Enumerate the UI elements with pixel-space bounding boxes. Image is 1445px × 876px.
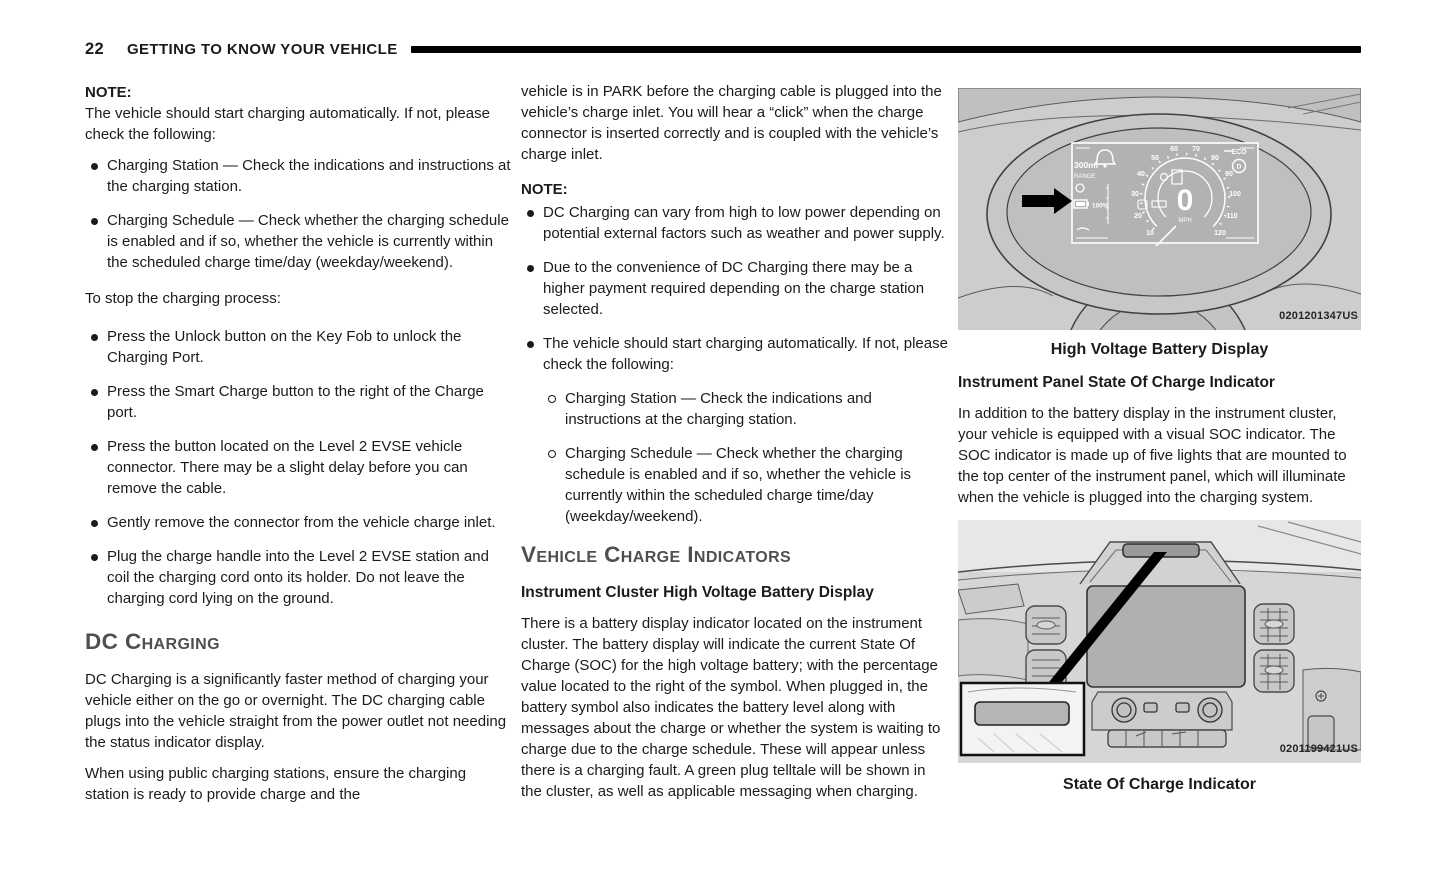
page-header	[85, 40, 1361, 59]
paragraph: When using public charging stations, ensure the charging station is ready to provide charge and the	[85, 765, 467, 803]
speed-value: 0	[1176, 184, 1194, 217]
figure-code: 0201201347US	[1279, 310, 1358, 322]
svg-text:120: 120	[1214, 230, 1226, 237]
svg-text:70: 70	[1192, 146, 1200, 153]
svg-text:50: 50	[1151, 155, 1159, 162]
touchscreen	[1087, 586, 1245, 687]
section-heading-vehicle-charge-indicators: Vehicle Charge Indicators	[521, 542, 792, 567]
eco-indicator: ECO	[1231, 149, 1247, 156]
list-item: Charging Station — Check the indications and instructions at the charging station.	[85, 155, 513, 197]
section-heading-dc-charging: DC Charging	[85, 629, 220, 654]
sub-list-item: Charging Station — Check the indications and instructions at the charging station.	[543, 388, 949, 430]
sub-list-item: Charging Schedule — Check whether the charging schedule is enabled and if so, whether the vehicle is currently within the scheduled charge time/day (weekday/weekend).	[543, 443, 949, 527]
paragraph: vehicle is in PARK before the charging cable is plugged into the vehicle’s charge inlet. You will hear a “click” when the charge connector is inserted correctly and is coupled with the vehicle’s charge inlet.	[521, 83, 942, 163]
svg-text:110: 110	[1226, 213, 1238, 220]
middle-column	[521, 81, 949, 812]
list-item: Press the button located on the Level 2 EVSE vehicle connector. There may be a slight delay before you can remove the cable.	[85, 436, 513, 499]
svg-text:30: 30	[1131, 191, 1139, 198]
right-column	[958, 88, 1361, 803]
figure-code: 0201199421US	[1279, 743, 1358, 755]
list-item: Press the Unlock button on the Key Fob to unlock the Charging Port.	[85, 326, 513, 368]
paragraph: To stop the charging process:	[85, 290, 281, 307]
svg-text:10: 10	[1146, 230, 1154, 237]
range-label: RANGE	[1074, 174, 1096, 180]
list-item: The vehicle should start charging automatically. If not, please check the following:	[521, 333, 949, 375]
range-value: 300mi	[1074, 160, 1099, 170]
list-item: DC Charging can vary from high to low power depending on potential external factors such as weather and power supply.	[521, 202, 949, 244]
instrument-cluster-illustration	[958, 88, 1361, 330]
figure-caption: State Of Charge Indicator	[1063, 776, 1256, 793]
subheading: Instrument Panel State Of Charge Indicator	[958, 374, 1275, 391]
svg-text:20: 20	[1134, 213, 1142, 220]
figure-caption: High Voltage Battery Display	[1050, 341, 1269, 358]
note-label: NOTE:	[521, 181, 568, 198]
figure-instrument-cluster	[958, 88, 1361, 330]
list-item: Due to the convenience of DC Charging there may be a higher payment required depending on the charge station selected.	[521, 257, 949, 320]
gear-indicator: D	[1236, 163, 1242, 171]
list-item: Plug the charge handle into the Level 2 EVSE station and coil the charging cord onto its holder. Do not leave the charging cord lying on the ground.	[85, 546, 513, 609]
svg-text:90: 90	[1225, 171, 1233, 178]
paragraph: In addition to the battery display in the instrument cluster, your vehicle is equipped with a visual SOC indicator. The SOC indicator is made up of five lights that are mounted to the top center of the instrument panel, which will illuminate when the vehicle is plugged into the charging system.	[958, 405, 1347, 506]
left-column	[85, 82, 513, 815]
list-item: Press the Smart Charge button to the right of the Charge port.	[85, 381, 513, 423]
soc-indicator-inset	[961, 683, 1084, 755]
paragraph: The vehicle should start charging automatically. If not, please check the following:	[85, 105, 490, 143]
soc-percent: 100%	[1092, 202, 1109, 210]
note-label: NOTE:	[85, 84, 132, 101]
list-item: Charging Schedule — Check whether the charging schedule is enabled and if so, whether the vehicle is currently within the scheduled charge time/day (weekday/weekend).	[85, 210, 513, 273]
speed-unit: MPH	[1178, 218, 1192, 224]
dashboard-illustration	[958, 520, 1361, 763]
header-rule	[411, 46, 1361, 53]
chapter-title: GETTING TO KNOW YOUR VEHICLE	[126, 41, 398, 58]
page-number: 22	[85, 40, 104, 58]
svg-text:80: 80	[1211, 155, 1219, 162]
subheading: Instrument Cluster High Voltage Battery Display	[521, 584, 874, 601]
svg-text:60: 60	[1170, 146, 1178, 153]
svg-text:40: 40	[1137, 171, 1145, 178]
figure-soc-indicator	[958, 520, 1361, 763]
paragraph: DC Charging is a significantly faster method of charging your vehicle either on the go or overnight. The DC charging cable plugs into the vehicle straight from the power outlet not needing the status indicator display.	[85, 671, 507, 751]
paragraph: There is a battery display indicator located on the instrument cluster. The battery display will indicate the current State Of Charge (SOC) for the high voltage battery; with the percentage value located to the right of the symbol. When plugged in, the battery symbol also indicates the battery level along with messages about the charge or whether the system is waiting to charge due to the charge schedule. These will appear unless there is a charging fault. A green plug telltale will be shown in the cluster, as well as applicable messaging when charging.	[521, 615, 941, 800]
list-item: Gently remove the connector from the vehicle charge inlet.	[85, 512, 513, 533]
svg-text:100: 100	[1229, 191, 1241, 198]
